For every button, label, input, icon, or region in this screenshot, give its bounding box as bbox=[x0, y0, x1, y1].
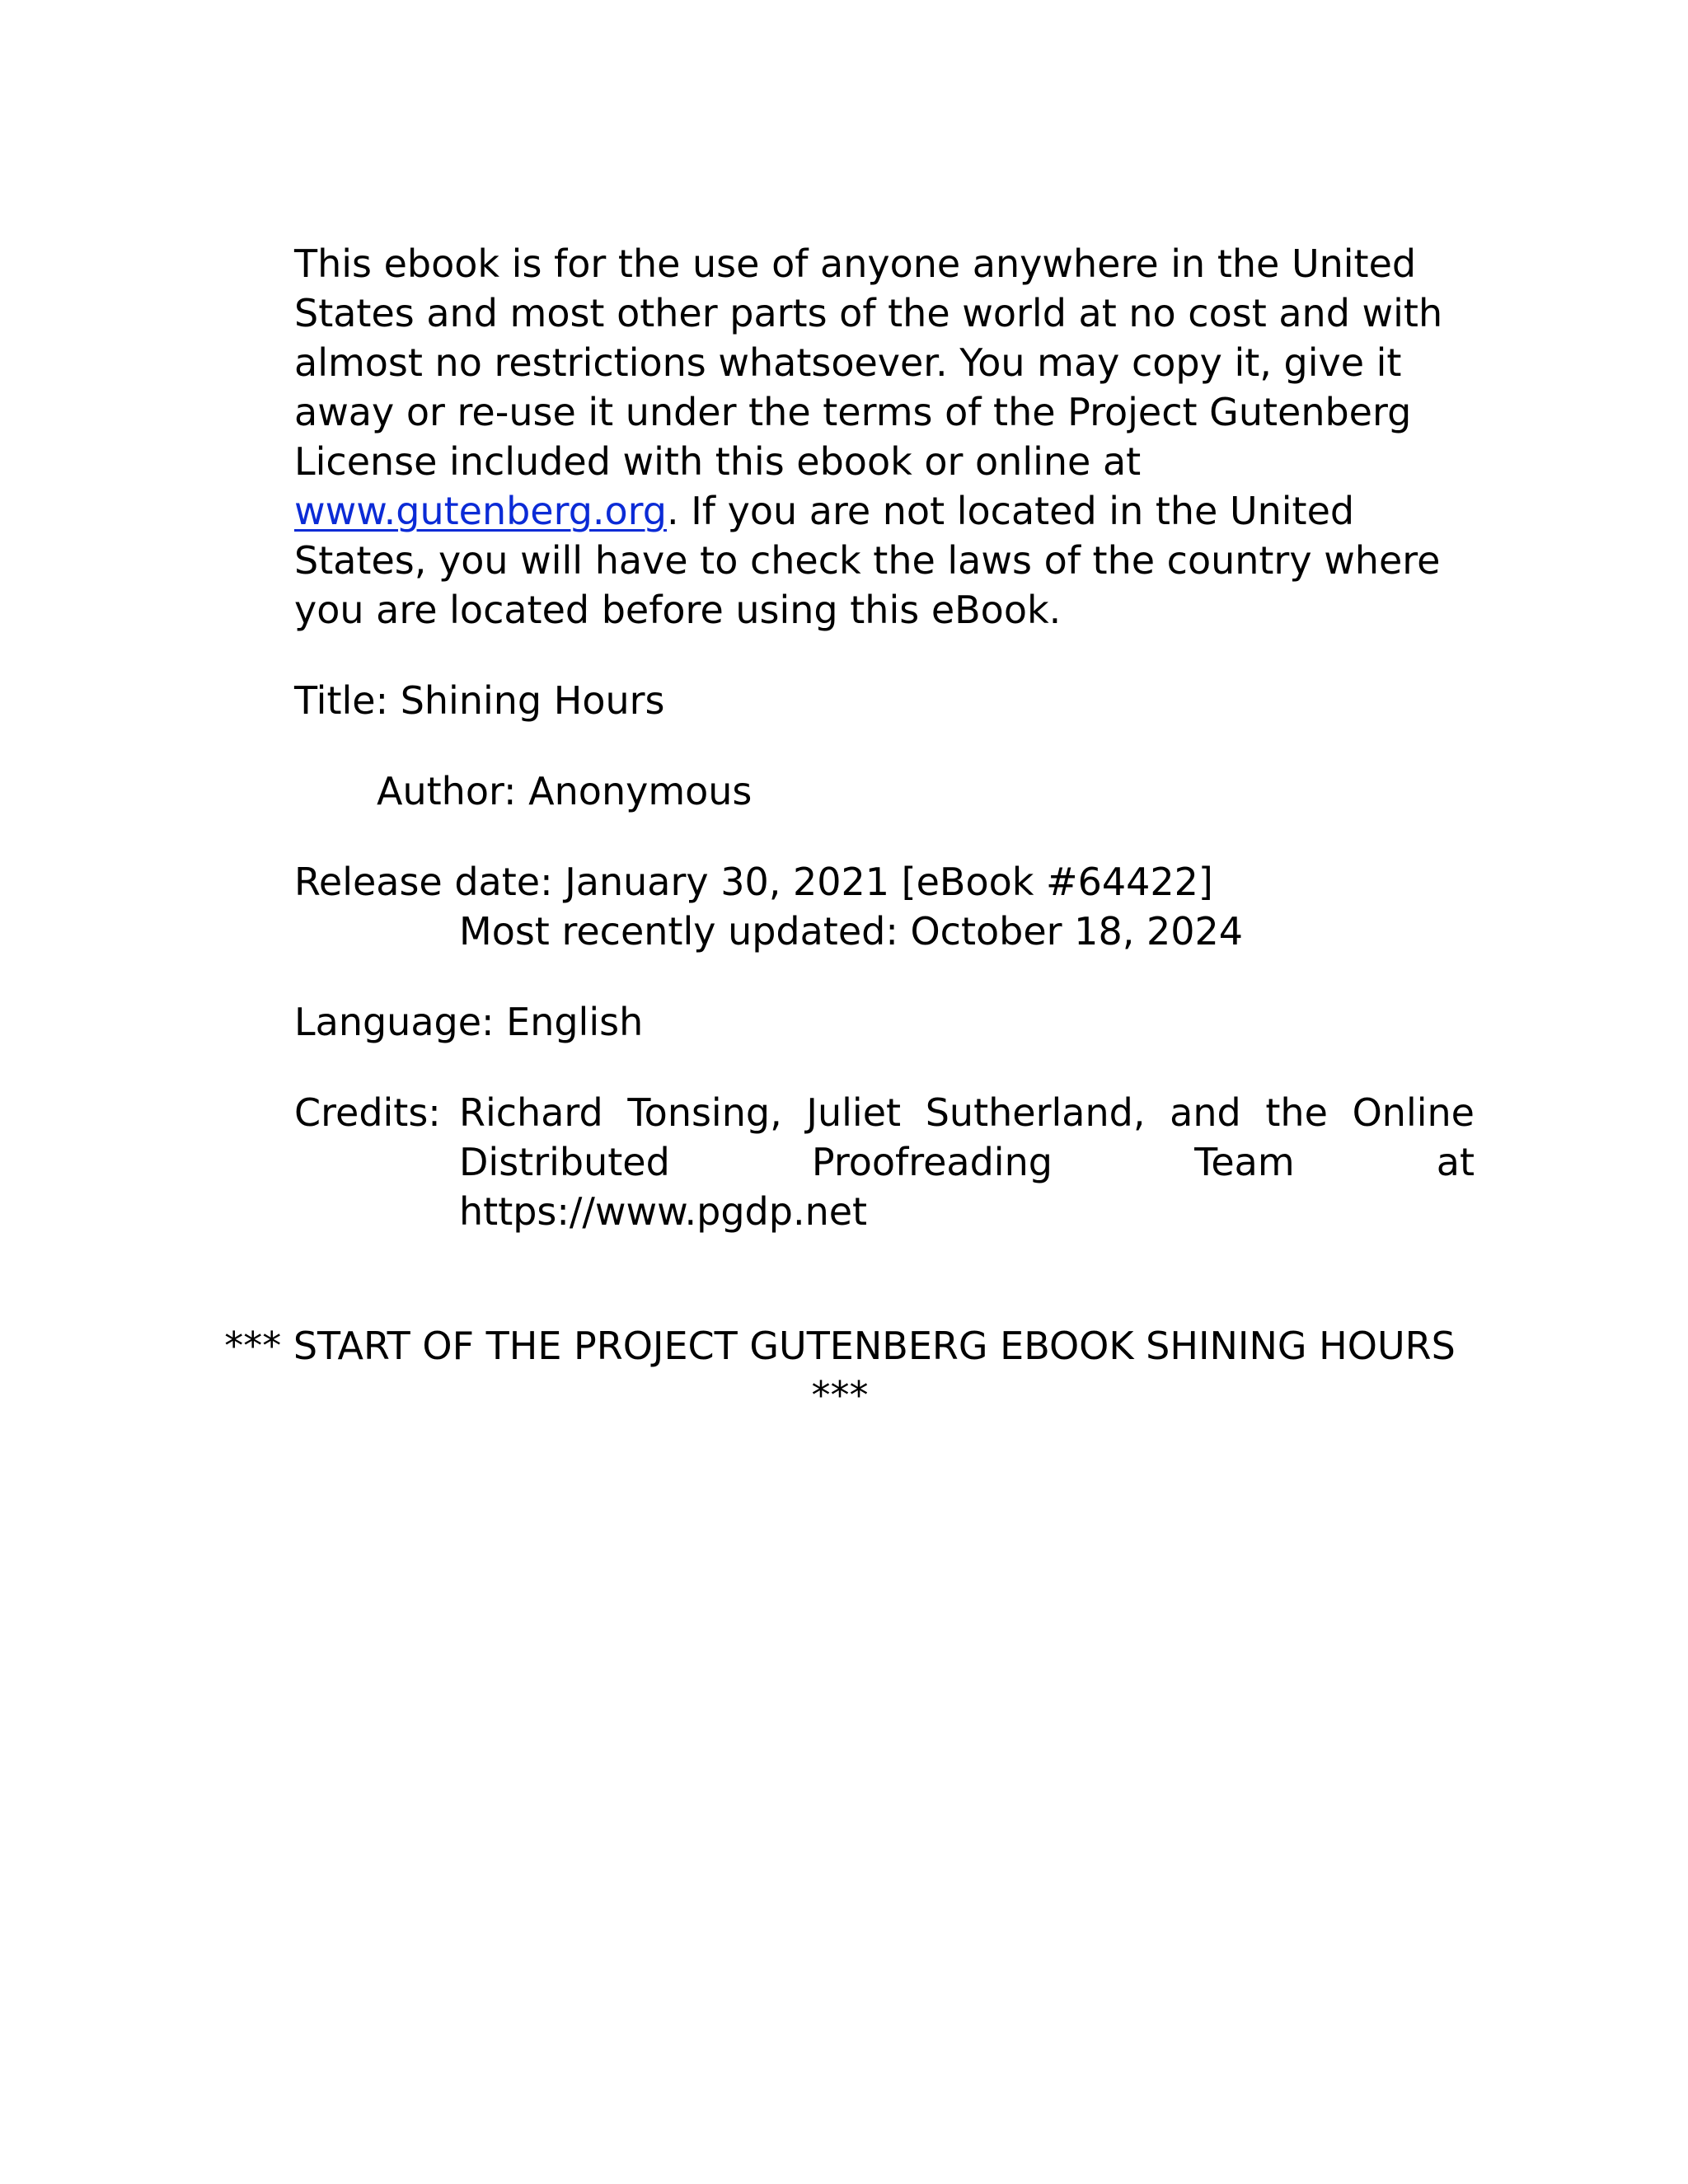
credits-word: the bbox=[1265, 1090, 1328, 1135]
credits-label: Credits: bbox=[294, 1090, 441, 1135]
license-paragraph bbox=[294, 239, 1481, 635]
credits-word: Juliet bbox=[806, 1090, 902, 1135]
credits-word: Online bbox=[1352, 1090, 1475, 1135]
release-date: Release date: January 30, 2021 [eBook #64422] bbox=[294, 860, 1213, 904]
credits-url: https://www.pgdp.net bbox=[459, 1189, 868, 1234]
updated-date: Most recently updated: October 18, 2024 bbox=[459, 909, 1244, 954]
book-language: Language: English bbox=[294, 1000, 644, 1044]
credits-word: Proofreading bbox=[811, 1140, 1053, 1184]
credits-word: Tonsing, bbox=[627, 1090, 782, 1135]
start-marker bbox=[0, 1321, 1688, 1420]
book-title: Title: Shining Hours bbox=[294, 678, 665, 723]
gutenberg-link[interactable]: www.gutenberg.org bbox=[294, 489, 667, 533]
credits-row-2 bbox=[459, 1137, 1475, 1187]
credits-word: Team bbox=[1194, 1140, 1295, 1184]
credits-body bbox=[459, 1088, 1475, 1236]
book-author: Author: Anonymous bbox=[377, 769, 753, 813]
start-marker-text: *** START OF THE PROJECT GUTENBERG EBOOK SHINING HOURS *** bbox=[224, 1324, 1456, 1418]
credits-word: Richard bbox=[459, 1090, 603, 1135]
license-text-after-link: . If you are not located in the United States, you will have to check the laws of the country where you are located before using this eBook. bbox=[294, 489, 1441, 632]
credits-row-1 bbox=[459, 1088, 1475, 1137]
credits-word: and bbox=[1170, 1090, 1241, 1135]
credits-word: Sutherland, bbox=[925, 1090, 1146, 1135]
credits-row-3 bbox=[459, 1187, 1475, 1236]
credits-word: at bbox=[1436, 1140, 1475, 1184]
license-text-before-link: This ebook is for the use of anyone anywhere in the United States and most other parts of the world at no cost and with almost no restrictions whatsoever. You may copy it, give it away or re-use it under the terms of the Project Gutenberg License included with this ebook or online at bbox=[294, 241, 1443, 484]
credits-word: Distributed bbox=[459, 1140, 670, 1184]
